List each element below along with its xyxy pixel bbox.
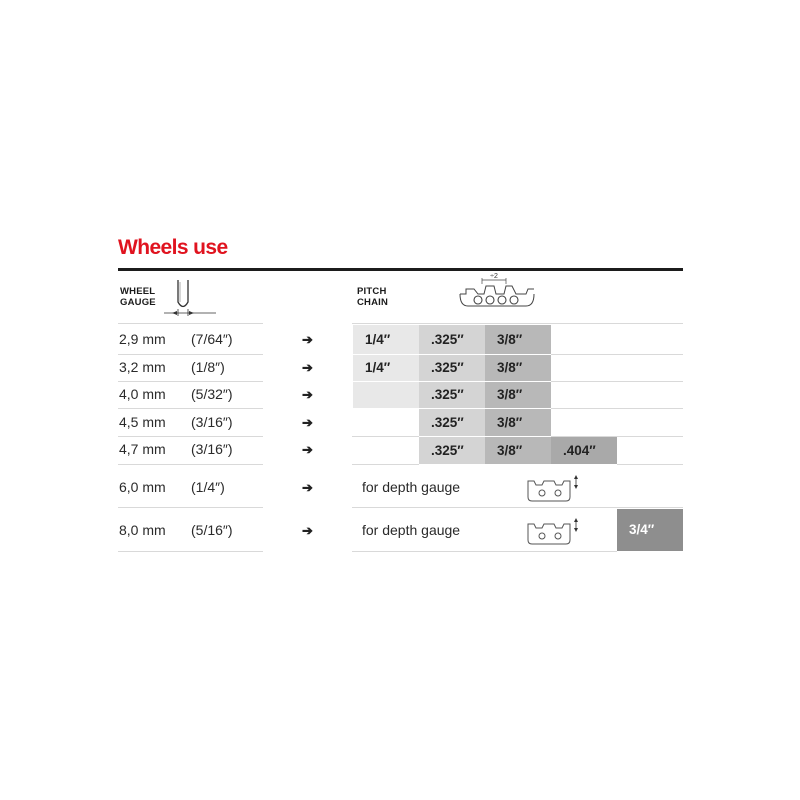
wheel-gauge-inch: (7/64″) xyxy=(191,331,233,347)
right-arrow-icon: ➔ xyxy=(302,523,313,538)
row-separator xyxy=(118,408,263,409)
header-separator-right xyxy=(352,323,683,324)
right-arrow-icon: ➔ xyxy=(302,480,313,495)
pitch-cell: .325″ xyxy=(419,409,485,436)
pitch-chain-header xyxy=(357,286,388,308)
grinding-wheel-profile-icon xyxy=(164,276,216,318)
wheel-gauge-inch: (3/16″) xyxy=(191,441,233,457)
pitch-chain-header-line2: CHAIN xyxy=(357,297,389,308)
row-separator xyxy=(118,354,263,355)
header-separator xyxy=(118,323,263,324)
wheel-gauge-mm: 2,9 mm xyxy=(119,331,166,347)
right-arrow-icon: ➔ xyxy=(302,387,313,402)
depth-gauge-note: for depth gauge xyxy=(362,479,461,495)
depth-gauge-icon xyxy=(524,473,580,503)
wheel-gauge-header-line1: WHEEL xyxy=(120,286,156,297)
row-separator xyxy=(118,551,263,552)
wheel-gauge-inch: (3/16″) xyxy=(191,414,233,430)
row-separator xyxy=(118,507,263,508)
chain-pitch-icon xyxy=(456,272,538,318)
row-separator xyxy=(352,436,419,437)
wheel-gauge-mm: 4,0 mm xyxy=(119,386,166,402)
pitch-chain-header-line1: PITCH xyxy=(357,286,387,297)
wheel-gauge-mm: 4,5 mm xyxy=(119,414,166,430)
depth-gauge-note: for depth gauge xyxy=(362,522,461,538)
pitch-cell: 3/8″ xyxy=(485,382,551,408)
wheel-gauge-mm: 6,0 mm xyxy=(119,479,166,495)
wheel-gauge-mm: 8,0 mm xyxy=(119,522,166,538)
right-arrow-icon: ➔ xyxy=(302,442,313,457)
row-separator xyxy=(352,551,617,552)
pitch-cell: .325″ xyxy=(419,355,485,381)
row-separator xyxy=(617,464,683,465)
wheel-gauge-inch: (1/8″) xyxy=(191,359,225,375)
wheel-gauge-inch: (5/32″) xyxy=(191,386,233,402)
pitch-cell: 3/4″ xyxy=(617,509,683,551)
pitch-cell-empty xyxy=(353,382,419,408)
wheel-gauge-inch: (1/4″) xyxy=(191,479,225,495)
row-separator xyxy=(118,436,263,437)
pitch-cell: 3/8″ xyxy=(485,409,551,436)
row-separator xyxy=(118,464,263,465)
right-arrow-icon: ➔ xyxy=(302,415,313,430)
pitch-cell: 1/4″ xyxy=(353,355,419,381)
row-separator xyxy=(118,381,263,382)
wheel-gauge-inch: (5/16″) xyxy=(191,522,233,538)
page-title: Wheels use xyxy=(118,236,228,259)
wheel-gauge-header-line2: GAUGE xyxy=(120,297,156,308)
row-separator xyxy=(352,507,683,508)
pitch-cell: 3/8″ xyxy=(485,437,551,464)
right-arrow-icon: ➔ xyxy=(302,332,313,347)
right-arrow-icon: ➔ xyxy=(302,360,313,375)
pitch-cell: 3/8″ xyxy=(485,325,551,354)
wheel-gauge-mm: 4,7 mm xyxy=(119,441,166,457)
chain-diagram-label: ÷2 xyxy=(490,273,498,280)
pitch-cell: 3/8″ xyxy=(485,355,551,381)
pitch-cell: .325″ xyxy=(419,325,485,354)
row-separator xyxy=(551,354,683,355)
depth-gauge-icon xyxy=(524,516,580,546)
wheel-gauge-header xyxy=(120,286,156,308)
pitch-cell: .325″ xyxy=(419,437,485,464)
wheel-gauge-mm: 3,2 mm xyxy=(119,359,166,375)
pitch-cell: .404″ xyxy=(551,437,617,464)
pitch-cell: 1/4″ xyxy=(353,325,419,354)
header-rule xyxy=(118,268,683,271)
row-separator xyxy=(551,408,683,409)
row-separator xyxy=(352,464,419,465)
row-separator xyxy=(551,381,683,382)
pitch-cell: .325″ xyxy=(419,382,485,408)
